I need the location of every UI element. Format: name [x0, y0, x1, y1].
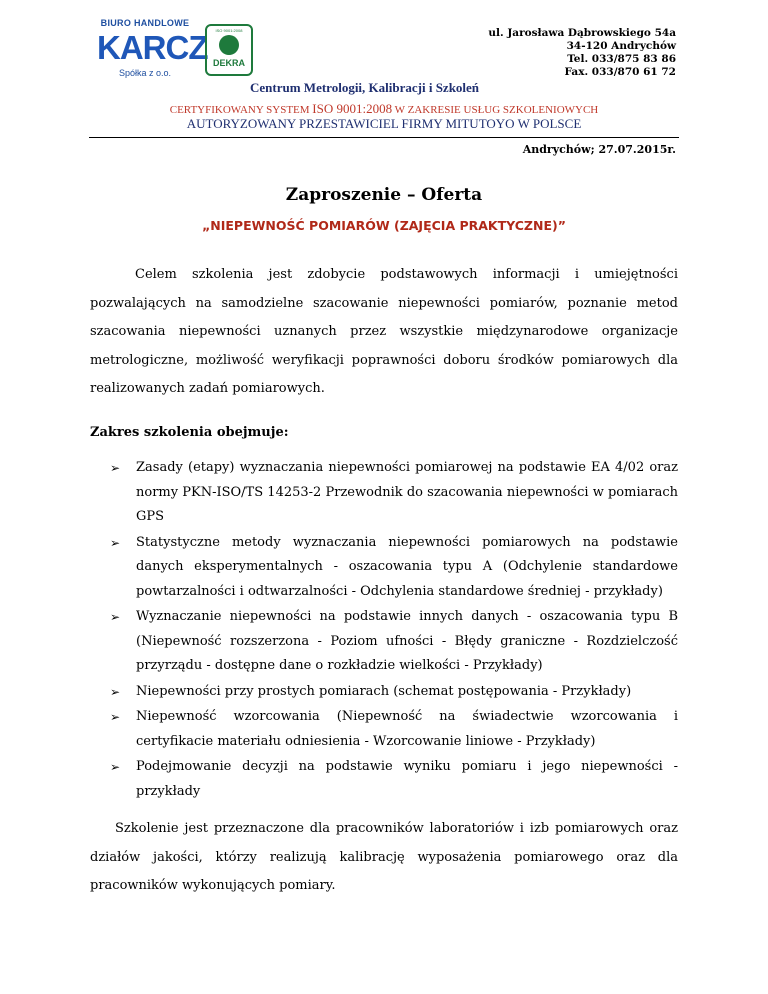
karcz-logo [95, 18, 208, 80]
list-item [110, 456, 678, 530]
arrow-bullet-icon: ➢ [110, 535, 121, 550]
list-item [110, 605, 678, 679]
authorized-line: AUTORYZOWANY PRZESTAWICIEL FIRMY MITUTOYO W POLSCE [186, 116, 582, 131]
list-item [110, 705, 678, 754]
arrow-bullet-icon: ➢ [110, 684, 121, 699]
arrow-bullet-icon: ➢ [110, 461, 121, 475]
document-subtitle: „NIEPEWNOŚĆ POMIARÓW (ZAJĘCIA PRAKTYCZNE)” [202, 218, 566, 233]
logo-main-text: KARCZ [97, 29, 208, 66]
address-phone: Tel. 033/875 83 86 [567, 53, 676, 65]
cert-suffix: W ZAKRESIE USŁUG SZKOLENIOWYCH [392, 104, 599, 116]
document-date: Andrychów; 27.07.2015r. [522, 143, 676, 156]
list-item-text: Zasady (etapy) wyznaczania niepewności pomiarowej na podstawie EA 4/02 oraz normy PKN-ISO/TS 14253-2 Przewodnik do szacowania niepewności w pomiarach GPS [136, 460, 678, 524]
list-item-text: Statystyczne metody wyznaczania niepewności pomiarowych na podstawie danych eksperymentalnych - oszacowania typu A (Odchylenie standardowe powtarzalności i odtwarzalności - Odchylenia standardowe średniej - przykłady) [136, 534, 678, 599]
header-divider [89, 137, 679, 138]
center-name: Centrum Metrologii, Kalibracji i Szkoleń [250, 80, 480, 95]
logo-sub-text: Spółka z o.o. [118, 68, 172, 78]
logo-top-text: BIURO HANDLOWE [100, 18, 190, 28]
dekra-iso-text: ISO 9001:2008 [215, 28, 243, 33]
certification-line [0, 101, 768, 117]
list-item-text: Niepewności przy prostych pomiarach (schemat postępowania - Przykłady) [136, 683, 632, 699]
arrow-bullet-icon: ➢ [110, 760, 121, 774]
scope-list [110, 456, 678, 805]
list-item-text: Wyznaczanie niepewności na podstawie innych danych - oszacowania typu B (Niepewność rozszerzona - Poziom ufności - Błędy graniczne - Rozdzielczość przyrządu - dostępne dane o rozkładzie wielkości - Przykłady) [136, 609, 678, 673]
dekra-emblem-icon [219, 35, 239, 55]
list-item [110, 680, 678, 705]
document-title: Zaproszenie – Oferta [285, 185, 483, 205]
cert-prefix: CERTYFIKOWANY SYSTEM [169, 104, 313, 116]
list-item [110, 755, 678, 804]
address-fax: Fax. 033/870 61 72 [564, 66, 676, 78]
arrow-bullet-icon: ➢ [110, 710, 121, 724]
address-city: 34-120 Andrychów [566, 40, 676, 52]
cert-iso: ISO 9001:2008 [312, 101, 393, 116]
intro-paragraph: Celem szkolenia jest zdobycie podstawowych informacji i umiejętności pozwalających na samodzielne szacowanie niepewności pomiarów, poznanie metod szacowania niepewności uznanych przez wszystkie międzynarodowe organizacje metrologiczne, możliwość weryfikacji poprawności doboru środków pomiarowych dla realizowanych zadań pomiarowych. [90, 267, 678, 396]
list-item-text: Niepewność wzorcowania (Niepewność na świadectwie wzorcowania i certyfikacie materiału odniesienia - Wzorcowanie liniowe - Przykłady) [136, 709, 678, 749]
dekra-logo [205, 24, 253, 76]
address-street: ul. Jarosława Dąbrowskiego 54a [488, 27, 676, 39]
dekra-word: DEKRA [212, 58, 245, 68]
list-item-text: Podejmowanie decyzji na podstawie wyniku pomiaru i jego niepewności - przykłady [136, 759, 678, 799]
closing-paragraph: Szkolenie jest przeznaczone dla pracowników laboratoriów i izb pomiarowych oraz działów jakości, którzy realizują kalibrację wyposażenia pomiarowego oraz dla pracowników wykonujących pomiary. [90, 821, 678, 893]
scope-heading: Zakres szkolenia obejmuje: [90, 425, 289, 440]
list-item [110, 531, 678, 605]
arrow-bullet-icon: ➢ [110, 610, 121, 624]
